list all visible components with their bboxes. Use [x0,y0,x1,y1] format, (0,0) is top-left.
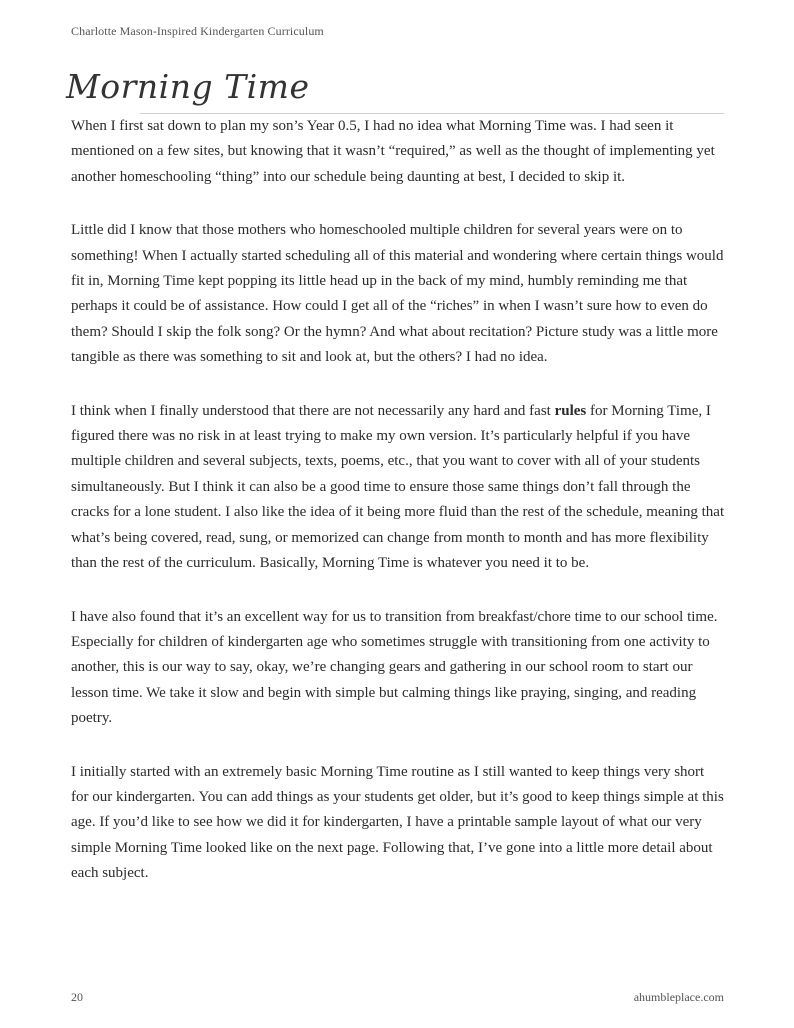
paragraph: When I first sat down to plan my son’s Year 0.5, I had no idea what Morning Time was. I had seen it mentioned on a few sites, but knowing that it wasn’t “required,” as well as the thought of implementing yet another homeschooling “thing” into our schedule being daunting at best, I decided to skip it. [71,118,715,185]
page-number: 20 [71,990,83,1004]
paragraph: Little did I know that those mothers who homeschooled multiple children for several years were on to something! When I actually started scheduling all of this material and wondering where certain things would fit in, Morning Time kept popping its little head up in the back of my mind, humbly reminding me that perhaps it could be of assistance. How could I get all of the “riches” in when I wasn’t sure how to even do them? Should I skip the folk song? Or the hymn? And what about recitation? Picture study was a little more tangible as there was something to sit and look at, but the others? I had no idea. [71,222,724,366]
body-text [71,114,725,915]
paragraph: I initially started with an extremely basic Morning Time routine as I still wanted to keep things very short for our kindergarten. You can add things as your students get older, but it’s good to keep things simple at this age. If you’d like to see how we did it for kindergarten, I have a printable sample layout of what our very simple Morning Time looked like on the next page. Following that, I’ve gone into a little more detail about each subject. [71,763,724,882]
section-title: Morning Time [66,67,310,106]
running-header: Charlotte Mason-Inspired Kindergarten Curriculum [71,24,324,38]
paragraph [71,399,725,577]
emphasis-rules: rules [554,402,587,419]
paragraph-text: for Morning Time, I figured there was no risk in at least trying to make my own version. It’s particularly helpful if you have multiple children and several subjects, texts, poems, etc., that you want to cover with all of your students simultaneously. But I think it can also be a good time to ensure those same things don’t fall through the cracks for a lone student. I also like the idea of it being more fluid than the rest of the schedule, meaning that what’s being covered, read, sung, or memorized can change from month to month and has more flexibility than the rest of the curriculum. Basically, Morning Time is whatever you need it to be. [71,402,725,572]
paragraph: I have also found that it’s an excellent way for us to transition from breakfast/chore time to our school time. Especially for children of kindergarten age who sometimes struggle with transitioning from one activity to another, this is our way to say, okay, we’re changing gears and gathering in our school room to start our lesson time. We take it slow and begin with simple but calming things like praying, singing, and reading poetry. [71,608,718,727]
paragraph-text: I think when I finally understood that there are not necessarily any hard and fast [71,402,555,419]
site-url: ahumbleplace.com [633,990,724,1004]
